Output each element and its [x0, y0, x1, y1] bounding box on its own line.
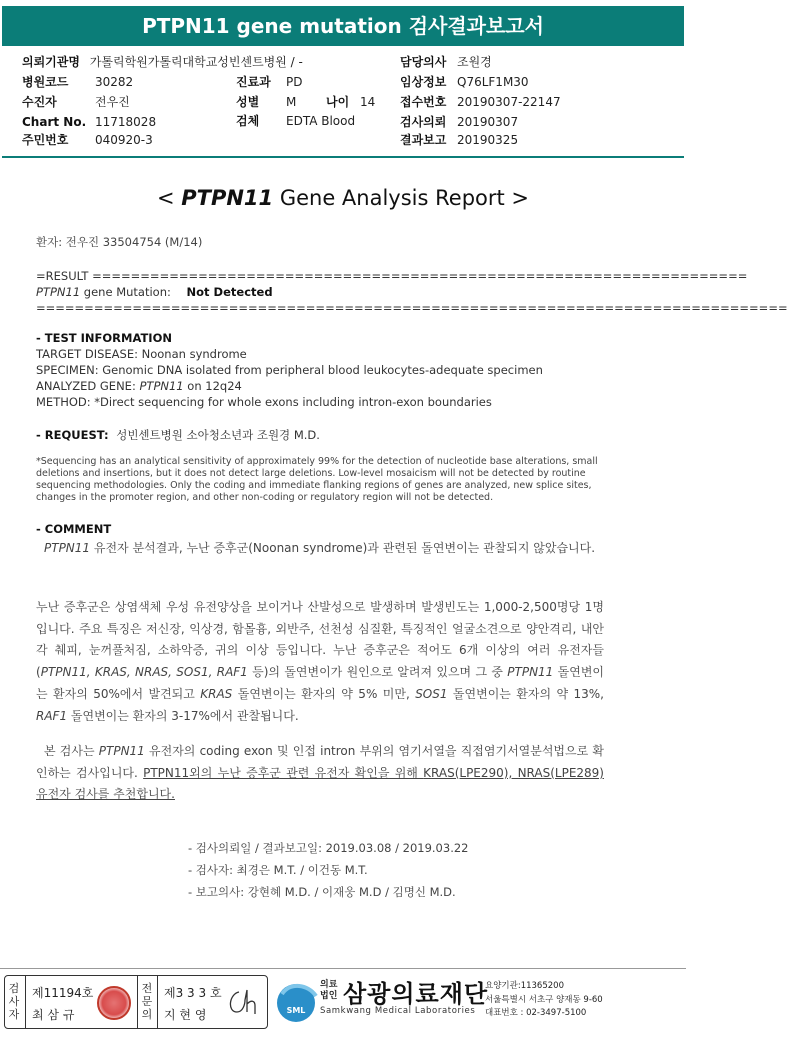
comment-heading-text: - COMMENT	[36, 522, 112, 536]
comment-heading	[36, 521, 606, 537]
receipt-row	[400, 95, 561, 109]
comment2-gene-1: PTPN11	[507, 665, 554, 680]
report-date-value: 20190325	[457, 133, 519, 147]
tester-license: 제11194호	[32, 986, 94, 1000]
comment2-part-f: 돌연변이는 환자의 3-17%에서 관찰됩니다.	[67, 708, 299, 723]
request-value: 성빈센트병원 소아청소년과 조원경 M.D.	[116, 428, 320, 442]
patient-label: 수진자	[22, 95, 57, 109]
age-label: 나이	[326, 95, 350, 109]
analyzed-gene-label: ANALYZED GENE:	[36, 379, 140, 393]
box-divider-3	[157, 976, 158, 1028]
request-date-value: 20190307	[457, 115, 519, 129]
request-section	[36, 427, 606, 443]
sig-dates: - 검사의뢰일 / 결과보고일: 2019.03.08 / 2019.03.22	[188, 841, 469, 855]
id-row	[22, 133, 153, 147]
comment2-part-d: 돌연변이는 환자의 약 5% 미만,	[232, 686, 416, 701]
doctor-value: 조원경	[457, 55, 492, 69]
patient-line: 환자: 전우진 33504754 (M/14)	[36, 235, 203, 249]
sex-value: M	[286, 95, 297, 109]
age-value: 14	[360, 95, 376, 109]
sml-logo-text: SML	[286, 1006, 306, 1015]
specialist-vertical-label: 전문의	[141, 982, 153, 1021]
analyzed-gene-line	[36, 378, 606, 394]
result-section	[36, 268, 788, 316]
report-title-bar: PTPN11 gene mutation 검사결과보고서	[2, 6, 684, 46]
department-row	[236, 75, 303, 89]
institution-value: 가톨릭학원가톨릭대학교성빈센트병원 / -	[89, 55, 303, 69]
department-value: PD	[286, 75, 303, 89]
sex-label: 성별	[236, 95, 260, 109]
patient-value: 전우진	[95, 95, 130, 109]
comment3-part-a: 본 검사는	[44, 744, 99, 758]
test-info-section	[36, 330, 606, 410]
analyzed-gene-location: on 12q24	[183, 379, 242, 393]
result-footer-rule: ==============================================================================	[36, 301, 788, 315]
comment-paragraph-1	[36, 538, 604, 560]
doctor-row	[400, 55, 492, 69]
hospital-code-row	[22, 75, 134, 89]
comment2-genes: PTPN11, KRAS, NRAS, SOS1, RAF1	[40, 665, 248, 680]
comment3-recommend-2: KRAS(LPE290), NRAS(LPE289) 유전자 검사를 추천합니다.	[36, 765, 604, 802]
report-heading-gene: PTPN11	[181, 186, 274, 210]
comment-paragraph-2	[36, 597, 604, 727]
official-seal	[97, 986, 131, 1020]
report-heading-open: <	[156, 186, 182, 210]
method-line: METHOD: *Direct sequencing for whole exons including intron-exon boundaries	[36, 395, 492, 409]
comment2-part-c: 돌연변이는 환자의 50%에서 발견되고	[36, 665, 605, 701]
test-info-heading: - TEST INFORMATION	[36, 331, 172, 345]
hospital-code-label: 병원코드	[22, 75, 69, 89]
analyzed-gene: PTPN11	[139, 379, 184, 393]
sex-row	[236, 95, 297, 109]
institution-label: 의뢰기관명	[22, 55, 80, 69]
result-row	[36, 284, 606, 300]
chart-row	[22, 115, 157, 129]
comment3-gene: PTPN11	[98, 744, 145, 758]
comment1-text: 유전자 분석결과, 누난 증후군(Noonan syndrome)과 관련된 돌연변이는 관찰되지 않았습니다.	[90, 541, 596, 555]
org-code: 요양기관:11365200	[485, 981, 564, 991]
comment2-part-e: 돌연변이는 환자의 약 13%,	[447, 686, 604, 701]
tester-name: 최 삼 규	[32, 1008, 75, 1022]
comment-paragraph-3	[36, 741, 604, 806]
specimen-line: SPECIMEN: Genomic DNA isolated from peripheral blood leukocytes-adequate specimen	[36, 363, 543, 377]
request-heading: - REQUEST:	[36, 428, 109, 442]
comment3-part-b: 유전자의 coding exon 및 인접 intron 부위의 염기서열을 직접염기서열분석법으로 확인하는 검사입니다.	[36, 744, 605, 780]
org-address: 서울특별시 서초구 양재동 9-60	[485, 994, 603, 1005]
specimen-value: EDTA Blood	[286, 114, 356, 128]
department-label: 진료과	[236, 75, 271, 89]
id-label: 주민번호	[22, 133, 69, 147]
specialist-name: 지 현 영	[164, 1008, 207, 1022]
report-date-label: 결과보고	[400, 133, 447, 147]
result-value: Not Detected	[186, 285, 273, 299]
clinical-label: 임상정보	[400, 75, 447, 89]
clinical-row	[400, 75, 529, 89]
target-disease: TARGET DISEASE: Noonan syndrome	[36, 347, 247, 361]
sensitivity-note: *Sequencing has an analytical sensitivity of approximately 99% for the detection of nucleotide base alterations, small deletions and insertions, but it does not detect large deletions. Low-level mosaicism will not be detected by routine sequencing methodologies. Only the coding and immediate flanking regions of genes are analyzed, new splice sites, changes in the promoter region, and other non-coding or regulatory region will not be detected.	[36, 456, 598, 503]
tester-vertical-label: 검사자	[8, 982, 20, 1021]
specialist-license: 제3 3 3 호	[164, 986, 222, 1000]
org-phone: 대표번호 : 02-3497-5100	[485, 1008, 587, 1018]
header-divider	[2, 156, 684, 158]
box-divider-2	[137, 976, 138, 1028]
chart-label: Chart No.	[22, 115, 87, 129]
request-date-label: 검사의뢰	[400, 115, 447, 129]
comment2-gene-2: KRAS	[200, 686, 233, 701]
patient-row	[22, 95, 130, 109]
certification-box	[4, 975, 268, 1029]
org-corp-type: 의료 법인	[320, 980, 338, 1001]
comment2-part-a: 누난 증후군은 상염색체 우성 유전양상을 보이거나 산발성으로 발생하며 발생빈도는 1,000-2,500명당 1명입니다. 주요 특징은 저신장, 익상경, 함몰흉, 외반주, 선천성 심질환, 특징적인 얼굴소견으로 양안격리, 내안각 췌피, 눈꺼풀처짐, 소하악증, 귀의 이상 등입니다. 누난 증후군은 적어도 6개 이상의 여러 유전자들(	[36, 600, 604, 680]
receipt-label: 접수번호	[400, 95, 447, 109]
result-gene: PTPN11	[36, 285, 81, 299]
clinical-value: Q76LF1M30	[457, 75, 529, 89]
result-header-rule: =RESULT ====================================================================	[36, 269, 748, 283]
specimen-label: 검체	[236, 114, 260, 128]
age-row	[326, 95, 376, 109]
comment2-gene-4: RAF1	[36, 708, 68, 723]
org-contact	[485, 980, 603, 1021]
comment1-gene: PTPN11	[44, 541, 91, 555]
id-value: 040920-3	[95, 133, 153, 147]
request-date-row	[400, 115, 519, 129]
report-heading	[0, 186, 686, 210]
result-label: gene Mutation:	[80, 285, 171, 299]
hospital-code-value: 30282	[95, 75, 134, 89]
comment3-recommend-1: PTPN11외의 누난 증후군 관련 유전자 확인을 위해	[143, 765, 424, 780]
doctor-label: 담당의사	[400, 55, 447, 69]
comment2-gene-3: SOS1	[415, 686, 448, 701]
sig-doctors: - 보고의사: 강현혜 M.D. / 이재웅 M.D / 김명신 M.D.	[188, 885, 456, 899]
org-name: 삼광의료재단	[343, 980, 489, 1008]
report-date-row	[400, 133, 519, 147]
chart-value: 11718028	[95, 115, 157, 129]
comment2-part-b: 등)의 돌연변이가 원인으로 알려져 있으며 그 중	[247, 665, 508, 680]
institution-row	[22, 55, 303, 69]
report-heading-text: Gene Analysis Report >	[273, 186, 530, 210]
signature-block	[188, 837, 588, 903]
footer-divider	[0, 968, 686, 969]
box-divider-1	[25, 976, 26, 1028]
org-english-name: Samkwang Medical Laboratories	[320, 1006, 476, 1016]
sig-testers: - 검사자: 최경은 M.T. / 이건동 M.T.	[188, 863, 368, 877]
specialist-signature	[225, 984, 263, 1020]
specimen-row	[236, 114, 356, 128]
receipt-value: 20190307-22147	[457, 95, 561, 109]
